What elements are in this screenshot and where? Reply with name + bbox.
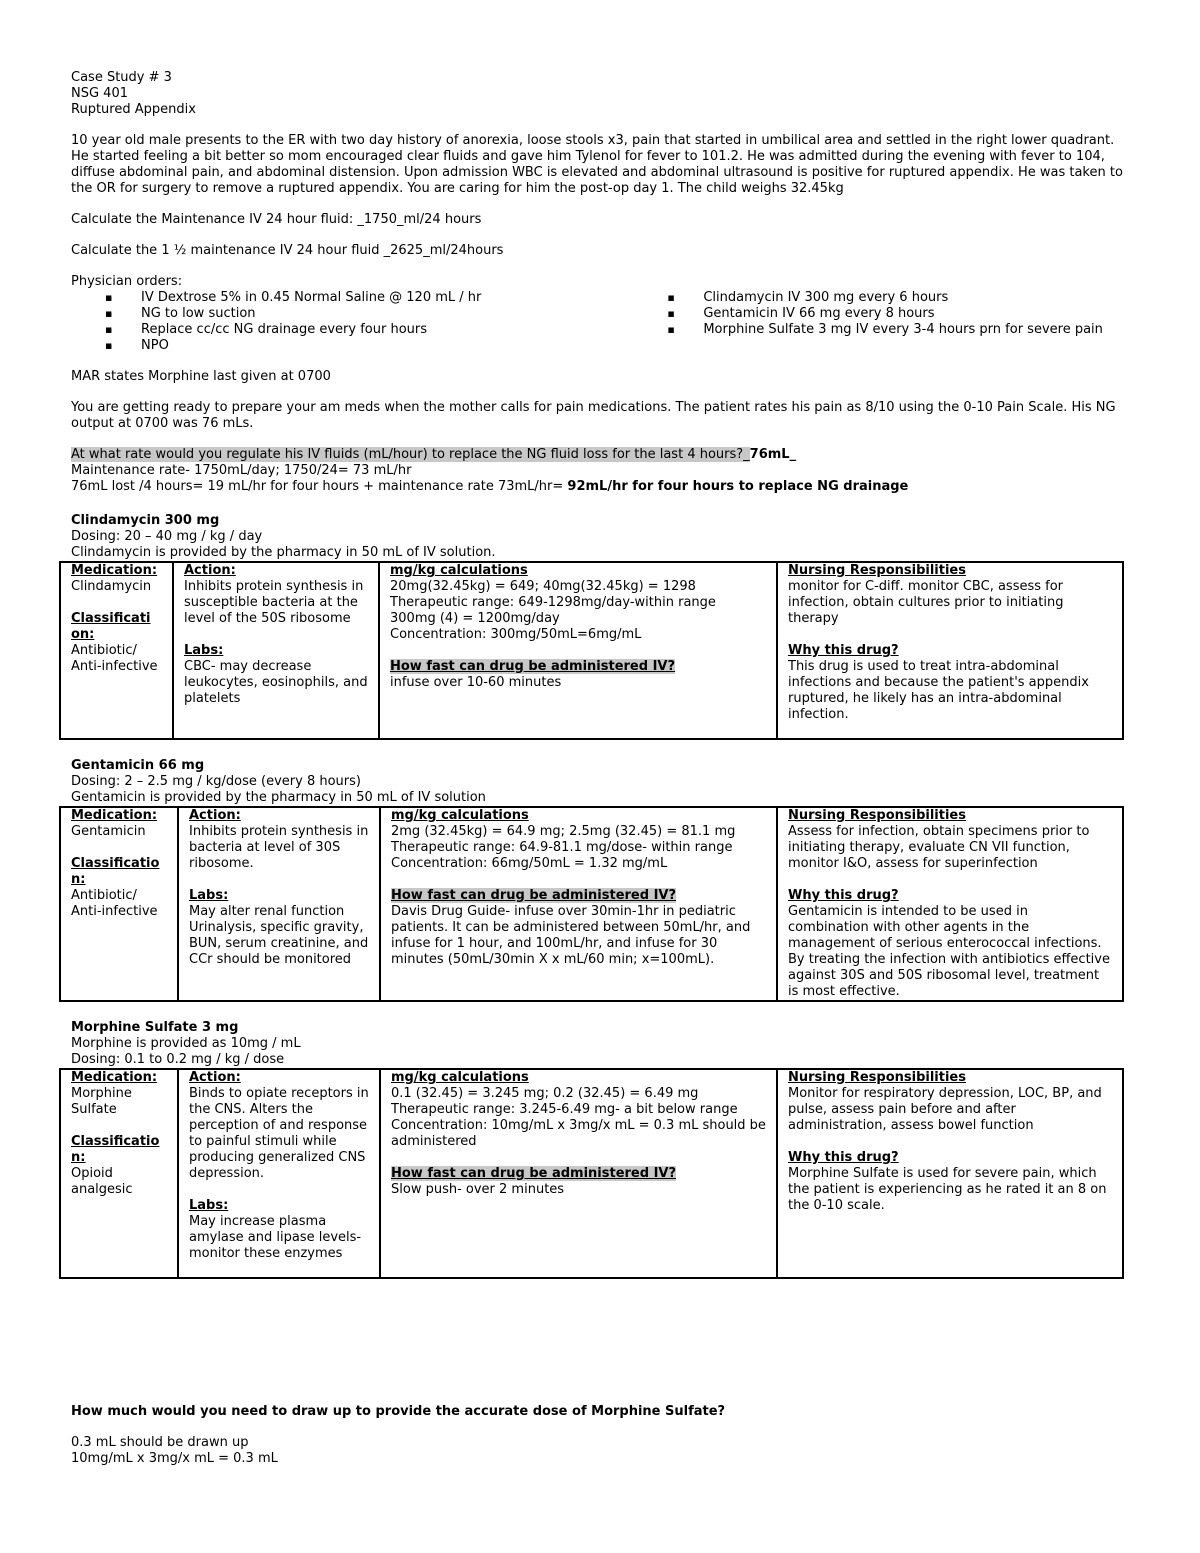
action-label: Action: [189,808,241,823]
med-title: Clindamycin 300 mg [71,513,220,528]
calc-line: Therapeutic range: 64.9-81.1 mg/dose- within range [391,840,733,855]
calc-cell [379,562,777,739]
med-name: Gentamicin [71,824,146,839]
orders-heading: Physician orders: [71,274,183,289]
med-provided: Clindamycin is provided by the pharmacy in 50 mL of IV solution. [71,545,496,560]
rate-question [71,447,1131,463]
classification-label: Classificatio [71,1134,160,1149]
calc-label: mg/kg calculations [391,1070,529,1085]
nursing-cell [777,562,1123,739]
action-cell [178,1069,380,1278]
admin-text: Slow push- over 2 minutes [391,1182,565,1197]
final-answer: 0.3 mL should be drawn up [71,1435,249,1450]
maintenance-1-5-calc: Calculate the 1 ½ maintenance IV 24 hour fluid _2625_ml/24hours [71,243,504,258]
document-page [71,70,1131,1279]
replacement-rate [71,479,1131,495]
nursing-label: Nursing Responsibilities [788,808,966,823]
classification-label-cont: on: [71,627,95,642]
admin-text: infuse over 10-60 minutes [390,675,562,690]
med-block-clindamycin [71,513,1131,740]
med-cell [60,562,173,739]
calc-line: Therapeutic range: 649-1298mg/day-within range [390,595,716,610]
order-item: ▪ NG to low suction [141,306,633,322]
med-block-morphine [71,1020,1131,1279]
why-text: Gentamicin is intended to be used in combination with other agents in the management of serious enterococcal infections. By treating the infection with antibiotics effective against 30S and 50S ribosomal level, treatment is most effective. [788,904,1110,999]
rate-question-text: At what rate would you regulate his IV fluids (mL/hour) to replace the NG fluid loss for the last 4 hours?_ [71,447,750,462]
order-item: ▪ Morphine Sulfate 3 mg IV every 3-4 hours prn for severe pain [703,322,1131,338]
nursing-text: Assess for infection, obtain specimens prior to initiating therapy, evaluate CN VII function, monitor I&O, assess for superinfection [788,824,1090,871]
maintenance-rate: Maintenance rate- 1750mL/day; 1750/24= 73 mL/hr [71,463,412,478]
med-class: Antibiotic/ [71,888,137,903]
calc-label: mg/kg calculations [390,563,528,578]
order-item: ▪ Replace cc/cc NG drainage every four hours [141,322,633,338]
classification-label-cont: n: [71,1150,86,1165]
calc-line: 0.1 (32.45) = 3.245 mg; 0.2 (32.45) = 6.49 mg [391,1086,699,1101]
med-dosing: Morphine is provided as 10mg / mL [71,1036,301,1051]
calc-line: Concentration: 10mg/mL x 3mg/x mL = 0.3 mL should be administered [391,1118,766,1149]
nursing-text: Monitor for respiratory depression, LOC, BP, and pulse, assess pain before and after administration, assess bowel function [788,1086,1102,1133]
med-table [59,1068,1124,1279]
calc-line: Concentration: 300mg/50mL=6mg/mL [390,627,642,642]
replacement-rate-answer: 92mL/hr for four hours to replace NG drainage [567,479,909,494]
classification-label: Classificati [71,611,151,626]
medication-label: Medication: [71,808,158,823]
header-line-2: NSG 401 [71,86,128,101]
action-label: Action: [189,1070,241,1085]
action-text: Inhibits protein synthesis in bacteria at level of 30S ribosome. [189,824,369,871]
med-title: Morphine Sulfate 3 mg [71,1020,239,1035]
final-question: How much would you need to draw up to provide the accurate dose of Morphine Sulfate? [71,1404,726,1419]
admin-label: How fast can drug be administered IV? [391,888,677,903]
med-block-gentamicin [71,758,1131,1002]
why-label: Why this drug? [788,888,899,903]
med-name: Morphine Sulfate [71,1086,132,1117]
labs-text: CBC- may decrease leukocytes, eosinophils, and platelets [184,659,368,706]
header-line-3: Ruptured Appendix [71,102,196,117]
order-item: ▪ Clindamycin IV 300 mg every 6 hours [703,290,1131,306]
calc-line: 20mg(32.45kg) = 649; 40mg(32.45kg) = 1298 [390,579,696,594]
med-provided: Gentamicin is provided by the pharmacy in 50 mL of IV solution [71,790,486,805]
order-item: ▪ NPO [141,338,633,354]
admin-text: Davis Drug Guide- infuse over 30min-1hr in pediatric patients. It can be administered between 50mL/hr, and infuse for 1 hour, and 100mL/hr, and infuse for 30 minutes (50mL/30min X x mL/60 min; x=100mL). [391,904,751,967]
calc-line: Therapeutic range: 3.245-6.49 mg- a bit below range [391,1102,738,1117]
nursing-cell [777,807,1123,1001]
final-answer-calc: 10mg/mL x 3mg/x mL = 0.3 mL [71,1451,278,1466]
med-provided: Dosing: 0.1 to 0.2 mg / kg / dose [71,1052,285,1067]
final-question-block [71,1404,725,1467]
admin-label: How fast can drug be administered IV? [390,659,676,674]
nursing-label: Nursing Responsibilities [788,563,966,578]
rate-question-answer: 76mL_ [749,447,797,462]
order-item: ▪ Gentamicin IV 66 mg every 8 hours [703,306,1131,322]
nursing-cell [777,1069,1123,1278]
labs-label: Labs: [189,888,229,903]
med-dosing: Dosing: 20 – 40 mg / kg / day [71,529,263,544]
admin-label: How fast can drug be administered IV? [391,1166,677,1181]
action-text: Inhibits protein synthesis in susceptible bacteria at the level of the 50S ribosome [184,579,364,626]
nursing-label: Nursing Responsibilities [788,1070,966,1085]
labs-text: May increase plasma amylase and lipase levels- monitor these enzymes [189,1214,362,1261]
action-cell [178,807,380,1001]
case-intro: 10 year old male presents to the ER with two day history of anorexia, loose stools x3, pain that started in umbilical area and settled in the right lower quadrant. He started feeling a bit better so mom encouraged clear fluids and gave him Tylenol for fever to 101.2. He was admitted during the evening with fever to 104, diffuse abdominal pain, and abdominal distension. Upon admission WBC is elevated and abdominal ultrasound is positive for ruptured appendix. He was taken to the OR for surgery to remove a ruptured appendix. You are caring for him the post-op day 1. The child weighs 32.45kg [71,133,1123,196]
med-cell [60,1069,178,1278]
calc-cell [380,807,777,1001]
nursing-text: monitor for C-diff. monitor CBC, assess for infection, obtain cultures prior to initiating therapy [788,579,1064,626]
why-label: Why this drug? [788,1150,899,1165]
med-table [59,806,1124,1002]
med-class: Opioid [71,1166,113,1181]
med-class: Antibiotic/ [71,643,137,658]
medication-label: Medication: [71,1070,158,1085]
physician-orders [71,290,1131,354]
calc-line: Concentration: 66mg/50mL = 1.32 mg/mL [391,856,668,871]
calc-line: 300mg (4) = 1200mg/day [390,611,560,626]
why-label: Why this drug? [788,643,899,658]
labs-text: May alter renal function Urinalysis, specific gravity, BUN, serum creatinine, and CCr should be monitored [189,904,369,967]
med-class: Anti-infective [71,659,158,674]
classification-label-cont: n: [71,872,86,887]
replacement-rate-text: 76mL lost /4 hours= 19 mL/hr for four hours + maintenance rate 73mL/hr= [71,479,568,494]
med-cell [60,807,178,1001]
med-class: analgesic [71,1182,133,1197]
action-label: Action: [184,563,236,578]
calc-label: mg/kg calculations [391,808,529,823]
labs-label: Labs: [184,643,224,658]
why-text: This drug is used to treat intra-abdominal infections and because the patient's appendix ruptured, he likely has an intra-abdominal infection. [788,659,1089,722]
action-cell [173,562,379,739]
med-table [59,561,1124,740]
why-text: Morphine Sulfate is used for severe pain, which the patient is experiencing as he rated it an 8 on the 0-10 scale. [788,1166,1107,1213]
mar-statement: MAR states Morphine last given at 0700 [71,369,331,384]
calc-line: 2mg (32.45kg) = 64.9 mg; 2.5mg (32.45) = 81.1 mg [391,824,736,839]
medication-label: Medication: [71,563,158,578]
med-name: Clindamycin [71,579,152,594]
med-title: Gentamicin 66 mg [71,758,205,773]
labs-label: Labs: [189,1198,229,1213]
maintenance-calc: Calculate the Maintenance IV 24 hour fluid: _1750_ml/24 hours [71,212,482,227]
calc-cell [380,1069,777,1278]
header-line-1: Case Study # 3 [71,70,172,85]
scenario: You are getting ready to prepare your am meds when the mother calls for pain medications. The patient rates his pain as 8/10 using the 0-10 Pain Scale. His NG output at 0700 was 76 mLs. [71,400,1116,431]
med-class: Anti-infective [71,904,158,919]
action-text: Binds to opiate receptors in the CNS. Alters the perception of and response to painful stimuli while producing generalized CNS depression. [189,1086,369,1181]
classification-label: Classificatio [71,856,160,871]
order-item: ▪ IV Dextrose 5% in 0.45 Normal Saline @ 120 mL / hr [141,290,633,306]
med-dosing: Dosing: 2 – 2.5 mg / kg/dose (every 8 hours) [71,774,361,789]
